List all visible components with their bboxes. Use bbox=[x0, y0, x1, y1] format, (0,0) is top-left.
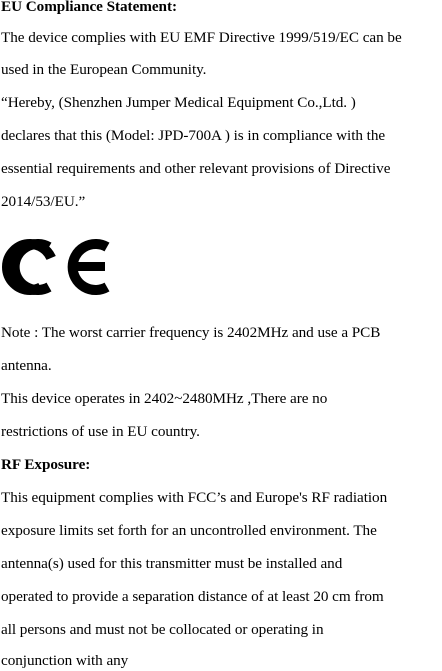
eu-statement-line-2: used in the European Community. bbox=[1, 61, 207, 78]
rf-line-2: exposure limits set forth for an uncontrolled environment. The bbox=[1, 522, 377, 539]
rf-line-6: conjunction with any bbox=[1, 652, 129, 669]
ce-mark-icon bbox=[2, 225, 114, 309]
rf-line-3: antenna(s) used for this transmitter must be installed and bbox=[1, 555, 343, 572]
rf-line-4: operated to provide a separation distance of at least 20 cm from bbox=[1, 588, 384, 605]
eu-compliance-heading: EU Compliance Statement: bbox=[1, 0, 177, 15]
rf-line-5: all persons and must not be collocated or operating in bbox=[1, 621, 324, 638]
eu-statement-line-3: “Hereby, (Shenzhen Jumper Medical Equipment Co.,Ltd. ) bbox=[1, 94, 356, 111]
rf-line-1: This equipment complies with FCC’s and Europe's RF radiation bbox=[1, 489, 388, 506]
note-line-3: This device operates in 2402~2480MHz ,There are no bbox=[1, 390, 328, 407]
note-line-4: restrictions of use in EU country. bbox=[1, 423, 200, 440]
eu-statement-line-6: 2014/53/EU.” bbox=[1, 193, 86, 210]
eu-statement-line-4: declares that this (Model: JPD-700A ) is in compliance with the bbox=[1, 127, 386, 144]
note-line-2: antenna. bbox=[1, 357, 52, 374]
eu-statement-line-1: The device complies with EU EMF Directive 1999/519/EC can be bbox=[1, 29, 402, 46]
note-line-1: Note : The worst carrier frequency is 2402MHz and use a PCB bbox=[1, 324, 381, 341]
eu-statement-line-5: essential requirements and other relevant provisions of Directive bbox=[1, 160, 391, 177]
rf-exposure-heading: RF Exposure: bbox=[1, 456, 91, 473]
